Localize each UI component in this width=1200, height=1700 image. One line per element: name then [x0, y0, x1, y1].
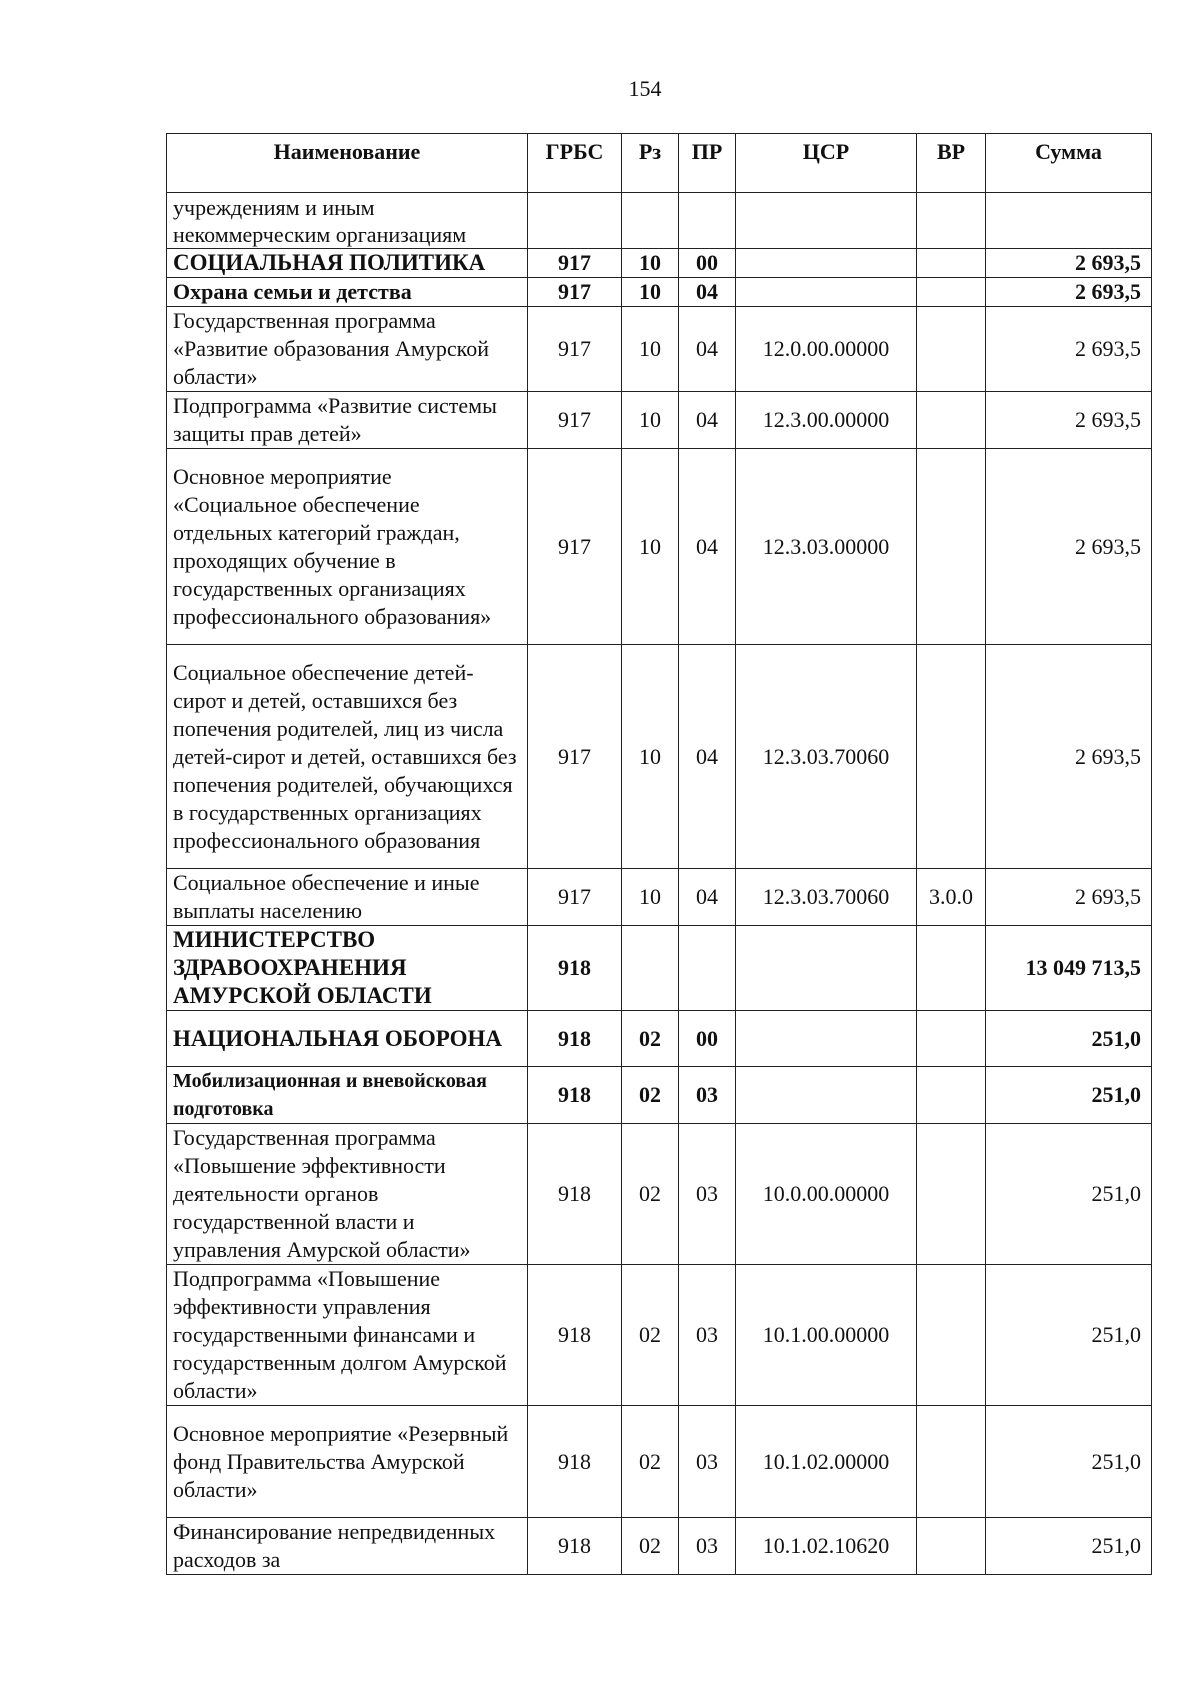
row-grbs: 917 [528, 307, 622, 392]
row-sum: 2 693,5 [986, 392, 1152, 449]
row-name: Подпрограмма «Развитие системы защиты прав детей» [167, 392, 528, 449]
row-vr [917, 307, 986, 392]
table-row [167, 193, 1152, 249]
row-rz: 10 [622, 307, 679, 392]
row-name: Финансирование непредвиденных расходов за [167, 1518, 528, 1575]
row-vr [917, 392, 986, 449]
row-pr: 03 [679, 1067, 736, 1124]
header-sum: Сумма [986, 134, 1152, 193]
row-rz: 02 [622, 1265, 679, 1406]
row-sum: 251,0 [986, 1124, 1152, 1265]
header-vr: ВР [917, 134, 986, 193]
row-vr [917, 1011, 986, 1067]
row-sum: 2 693,5 [986, 249, 1152, 278]
row-grbs: 918 [528, 1124, 622, 1265]
row-rz [622, 926, 679, 1011]
row-csr [736, 1067, 917, 1124]
row-pr: 03 [679, 1518, 736, 1575]
row-pr: 04 [679, 645, 736, 869]
table-row [167, 926, 1152, 1011]
table-row [167, 1518, 1152, 1575]
row-rz [622, 193, 679, 249]
row-rz: 10 [622, 869, 679, 926]
row-grbs: 918 [528, 1406, 622, 1518]
row-grbs: 917 [528, 278, 622, 307]
header-pr: ПР [679, 134, 736, 193]
row-grbs: 917 [528, 869, 622, 926]
row-csr: 12.3.03.00000 [736, 449, 917, 645]
row-grbs: 918 [528, 1067, 622, 1124]
row-vr [917, 249, 986, 278]
table-row [167, 249, 1152, 278]
row-rz: 10 [622, 645, 679, 869]
row-csr [736, 278, 917, 307]
row-sum: 251,0 [986, 1518, 1152, 1575]
row-name: Мобилизационная и вневойсковая подготовка [167, 1067, 528, 1124]
row-rz: 02 [622, 1518, 679, 1575]
row-vr [917, 1124, 986, 1265]
row-csr: 12.3.03.70060 [736, 869, 917, 926]
row-csr [736, 193, 917, 249]
row-sum [986, 193, 1152, 249]
header-rz: Рз [622, 134, 679, 193]
row-pr: 04 [679, 307, 736, 392]
table-row [167, 392, 1152, 449]
row-name: СОЦИАЛЬНАЯ ПОЛИТИКА [167, 249, 528, 278]
row-sum: 251,0 [986, 1011, 1152, 1067]
row-grbs: 917 [528, 392, 622, 449]
row-grbs: 917 [528, 249, 622, 278]
row-vr [917, 1406, 986, 1518]
row-pr [679, 193, 736, 249]
row-sum: 251,0 [986, 1265, 1152, 1406]
row-pr: 03 [679, 1124, 736, 1265]
row-grbs: 918 [528, 926, 622, 1011]
row-pr: 03 [679, 1406, 736, 1518]
page-number: 154 [628, 76, 662, 101]
row-grbs: 917 [528, 645, 622, 869]
row-csr: 12.0.00.00000 [736, 307, 917, 392]
table-row [167, 1011, 1152, 1067]
row-csr [736, 926, 917, 1011]
row-name: МИНИСТЕРСТВО ЗДРАВООХРАНЕНИЯ АМУРСКОЙ ОБЛАСТИ [167, 926, 528, 1011]
table-row [167, 869, 1152, 926]
row-sum: 2 693,5 [986, 645, 1152, 869]
row-rz: 02 [622, 1124, 679, 1265]
row-csr: 12.3.00.00000 [736, 392, 917, 449]
header-name: Наименование [167, 134, 528, 193]
row-sum: 251,0 [986, 1406, 1152, 1518]
table-row [167, 1406, 1152, 1518]
table-header-row [167, 134, 1152, 193]
row-name: Государственная программа «Развитие образования Амурской области» [167, 307, 528, 392]
row-pr: 04 [679, 869, 736, 926]
row-rz: 02 [622, 1011, 679, 1067]
row-sum: 2 693,5 [986, 869, 1152, 926]
row-name: Подпрограмма «Повышение эффективности управления государственными финансами и государственным долгом Амурской области» [167, 1265, 528, 1406]
budget-table [166, 133, 1152, 1575]
row-name: НАЦИОНАЛЬНАЯ ОБОРОНА [167, 1011, 528, 1067]
row-pr: 00 [679, 1011, 736, 1067]
row-rz: 10 [622, 392, 679, 449]
row-csr: 10.1.02.10620 [736, 1518, 917, 1575]
row-pr: 04 [679, 449, 736, 645]
row-name: Государственная программа «Повышение эффективности деятельности органов государственной власти и управления Амурской области» [167, 1124, 528, 1265]
row-rz: 10 [622, 278, 679, 307]
row-pr: 03 [679, 1265, 736, 1406]
row-vr [917, 193, 986, 249]
row-grbs: 918 [528, 1011, 622, 1067]
row-name: Социальное обеспечение и иные выплаты населению [167, 869, 528, 926]
row-sum: 2 693,5 [986, 449, 1152, 645]
row-csr: 10.0.00.00000 [736, 1124, 917, 1265]
row-grbs: 918 [528, 1265, 622, 1406]
row-pr [679, 926, 736, 1011]
row-vr [917, 926, 986, 1011]
row-sum: 2 693,5 [986, 278, 1152, 307]
header-csr: ЦСР [736, 134, 917, 193]
row-name: Основное мероприятие «Социальное обеспечение отдельных категорий граждан, проходящих обучение в государственных организациях профессионального образования» [167, 449, 528, 645]
header-grbs: ГРБС [528, 134, 622, 193]
row-csr: 10.1.02.00000 [736, 1406, 917, 1518]
row-vr [917, 1265, 986, 1406]
row-csr [736, 249, 917, 278]
row-csr: 10.1.00.00000 [736, 1265, 917, 1406]
row-vr [917, 1518, 986, 1575]
row-sum: 13 049 713,5 [986, 926, 1152, 1011]
row-vr: 3.0.0 [917, 869, 986, 926]
row-name: Социальное обеспечение детей-сирот и детей, оставшихся без попечения родителей, лиц из числа детей-сирот и детей, оставшихся без попечения родителей, обучающихся в государственных организациях профессионального образования [167, 645, 528, 869]
row-rz: 02 [622, 1406, 679, 1518]
row-vr [917, 449, 986, 645]
row-sum: 2 693,5 [986, 307, 1152, 392]
row-pr: 04 [679, 392, 736, 449]
table-row [167, 1067, 1152, 1124]
row-csr: 12.3.03.70060 [736, 645, 917, 869]
table-row [167, 1265, 1152, 1406]
table-row [167, 645, 1152, 869]
row-grbs: 917 [528, 449, 622, 645]
table-row [167, 449, 1152, 645]
table-row [167, 307, 1152, 392]
row-pr: 00 [679, 249, 736, 278]
row-grbs [528, 193, 622, 249]
row-rz: 02 [622, 1067, 679, 1124]
row-vr [917, 1067, 986, 1124]
row-rz: 10 [622, 249, 679, 278]
row-vr [917, 645, 986, 869]
row-name: Охрана семьи и детства [167, 278, 528, 307]
table-row [167, 278, 1152, 307]
row-vr [917, 278, 986, 307]
row-name: Основное мероприятие «Резервный фонд Правительства Амурской области» [167, 1406, 528, 1518]
row-rz: 10 [622, 449, 679, 645]
row-name: учреждениям и иным некоммерческим организациям [167, 193, 528, 249]
row-csr [736, 1011, 917, 1067]
row-grbs: 918 [528, 1518, 622, 1575]
row-pr: 04 [679, 278, 736, 307]
row-sum: 251,0 [986, 1067, 1152, 1124]
table-row [167, 1124, 1152, 1265]
